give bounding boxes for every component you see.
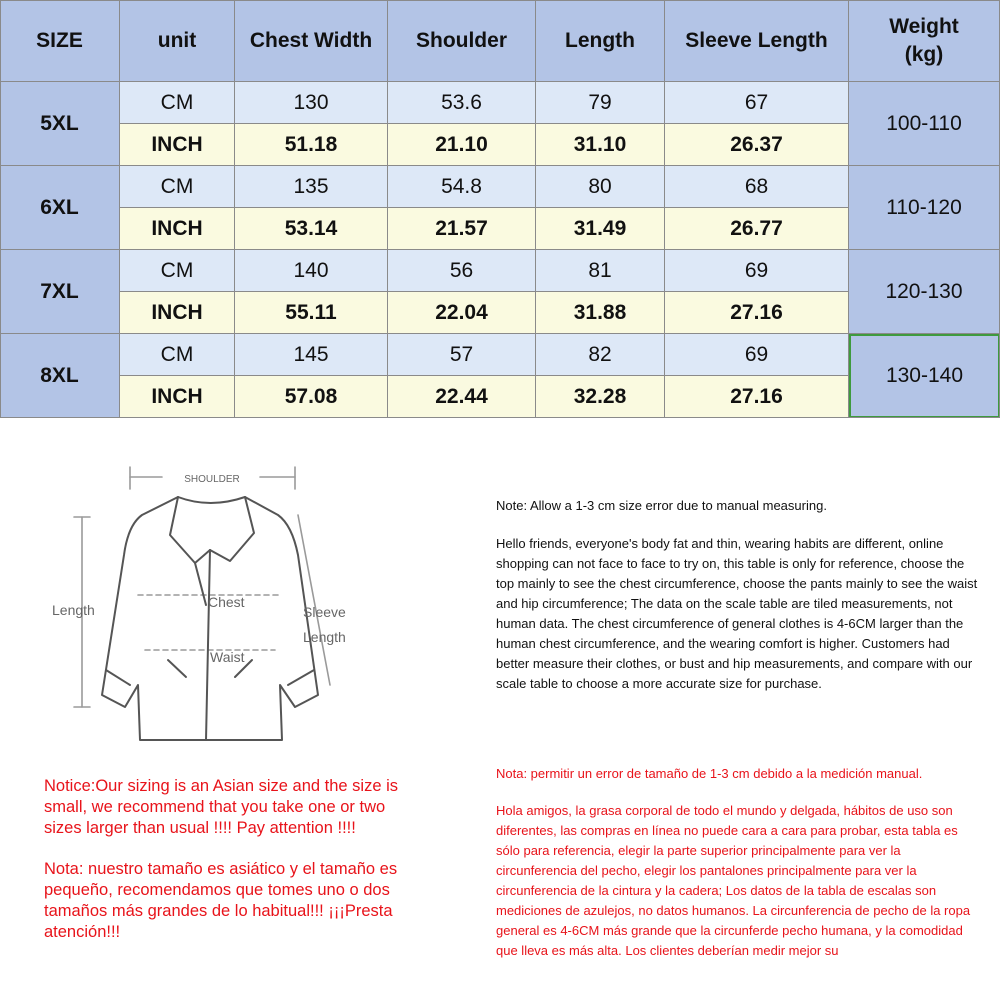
length-cm: 82 xyxy=(536,334,665,376)
chest-cm: 140 xyxy=(235,250,388,292)
length-cm: 79 xyxy=(536,82,665,124)
length-inch: 31.49 xyxy=(536,208,665,250)
sizing-notice xyxy=(44,776,424,963)
note-en-para: Hello friends, everyone's body fat and thin, wearing habits are different, online shopping can not face to face to try on, this table is only for reference, choose the top mainly to see the chest circumference, choose the pants mainly to see the waist and hip circumference; The data on the scale table are tiled measurements, not human data. The chest circumference of general clothes is 4-6CM larger than the human chest circumference, and the wearing comfort is higher. Customers had better measure their clothes, or bust and hip measurements, and compare with our scale table to choose a more accurate size for purchase. xyxy=(496,536,978,691)
header-size: SIZE xyxy=(0,0,120,82)
shoulder-cm: 56 xyxy=(388,250,536,292)
shoulder-inch: 21.57 xyxy=(388,208,536,250)
header-chest-width: Chest Width xyxy=(235,0,388,82)
note-en-line1: Note: Allow a 1-3 cm size error due to manual measuring. xyxy=(496,498,827,513)
size-cell: 8XL xyxy=(0,334,120,418)
chest-inch: 57.08 xyxy=(235,376,388,418)
size-cell: 7XL xyxy=(0,250,120,334)
size-cell: 6XL xyxy=(0,166,120,250)
unit-inch: INCH xyxy=(120,208,235,250)
length-label: Length xyxy=(52,602,95,618)
shoulder-inch: 22.44 xyxy=(388,376,536,418)
unit-cm: CM xyxy=(120,166,235,208)
header-weight: Weight (kg) xyxy=(849,0,1000,82)
sleeve-length-label: Length xyxy=(303,629,346,645)
shoulder-inch: 22.04 xyxy=(388,292,536,334)
header-length: Length xyxy=(536,0,665,82)
unit-cm: CM xyxy=(120,250,235,292)
sleeve-cm: 69 xyxy=(665,334,849,376)
length-cm: 80 xyxy=(536,166,665,208)
waist-label: Waist xyxy=(210,649,245,665)
header-shoulder: Shoulder xyxy=(388,0,536,82)
unit-cm: CM xyxy=(120,82,235,124)
header-unit: unit xyxy=(120,0,235,82)
chest-label: Chest xyxy=(208,594,245,610)
chest-inch: 51.18 xyxy=(235,124,388,166)
sleeve-inch: 27.16 xyxy=(665,376,849,418)
chest-inch: 55.11 xyxy=(235,292,388,334)
unit-inch: INCH xyxy=(120,124,235,166)
shoulder-label: SHOULDER xyxy=(184,474,240,485)
chest-cm: 145 xyxy=(235,334,388,376)
note-es-line1: Nota: permitir un error de tamaño de 1-3 cm debido a la medición manual. xyxy=(496,766,923,781)
note-english xyxy=(496,496,980,712)
note-spanish xyxy=(496,764,980,978)
shoulder-cm: 57 xyxy=(388,334,536,376)
size-chart-table xyxy=(0,0,1000,418)
shoulder-cm: 54.8 xyxy=(388,166,536,208)
sleeve-cm: 68 xyxy=(665,166,849,208)
unit-inch: INCH xyxy=(120,376,235,418)
weight-cell: 120-130 xyxy=(849,250,1000,334)
notice-es: Nota: nuestro tamaño es asiático y el tamaño es pequeño, recomendamos que tomes uno o dos tamaños más grandes de lo habitual!!! ¡¡¡Presta atención!!! xyxy=(44,860,398,941)
chest-cm: 130 xyxy=(235,82,388,124)
sleeve-cm: 67 xyxy=(665,82,849,124)
jacket-measurement-diagram xyxy=(30,445,380,755)
chest-inch: 53.14 xyxy=(235,208,388,250)
sleeve-inch: 26.37 xyxy=(665,124,849,166)
length-inch: 31.10 xyxy=(536,124,665,166)
length-inch: 31.88 xyxy=(536,292,665,334)
shoulder-inch: 21.10 xyxy=(388,124,536,166)
weight-cell: 130-140 xyxy=(849,334,1000,418)
weight-cell: 100-110 xyxy=(849,82,1000,166)
sleeve-inch: 27.16 xyxy=(665,292,849,334)
size-cell: 5XL xyxy=(0,82,120,166)
unit-cm: CM xyxy=(120,334,235,376)
length-cm: 81 xyxy=(536,250,665,292)
chest-cm: 135 xyxy=(235,166,388,208)
sleeve-cm: 69 xyxy=(665,250,849,292)
unit-inch: INCH xyxy=(120,292,235,334)
length-inch: 32.28 xyxy=(536,376,665,418)
shoulder-cm: 53.6 xyxy=(388,82,536,124)
sleeve-label: Sleeve xyxy=(303,604,346,620)
note-es-para: Hola amigos, la grasa corporal de todo el mundo y delgada, hábitos de uso son diferentes, las compras en línea no puede cara a cara para probar, esta tabla es sólo para referencia, elegir la parte superior principalmente para ver la circunferencia del pecho, elegir los pantalones principalmente para ver la circunferencia de la cintura y la cadera; Los datos de la tabla de escalas son mediciones de azulejos, no datos humanos. La circunferencia de pecho de la ropa general es 4-6CM más grande que la circunferde pecho humana, y la comodidad que lleva es más alta. Los clientes deberían medir mejor su xyxy=(496,803,971,958)
header-sleeve-length: Sleeve Length xyxy=(665,0,849,82)
weight-cell: 110-120 xyxy=(849,166,1000,250)
notice-en: Notice:Our sizing is an Asian size and the size is small, we recommend that you take one or two sizes larger than usual !!!! Pay attention !!!! xyxy=(44,777,399,837)
sleeve-inch: 26.77 xyxy=(665,208,849,250)
